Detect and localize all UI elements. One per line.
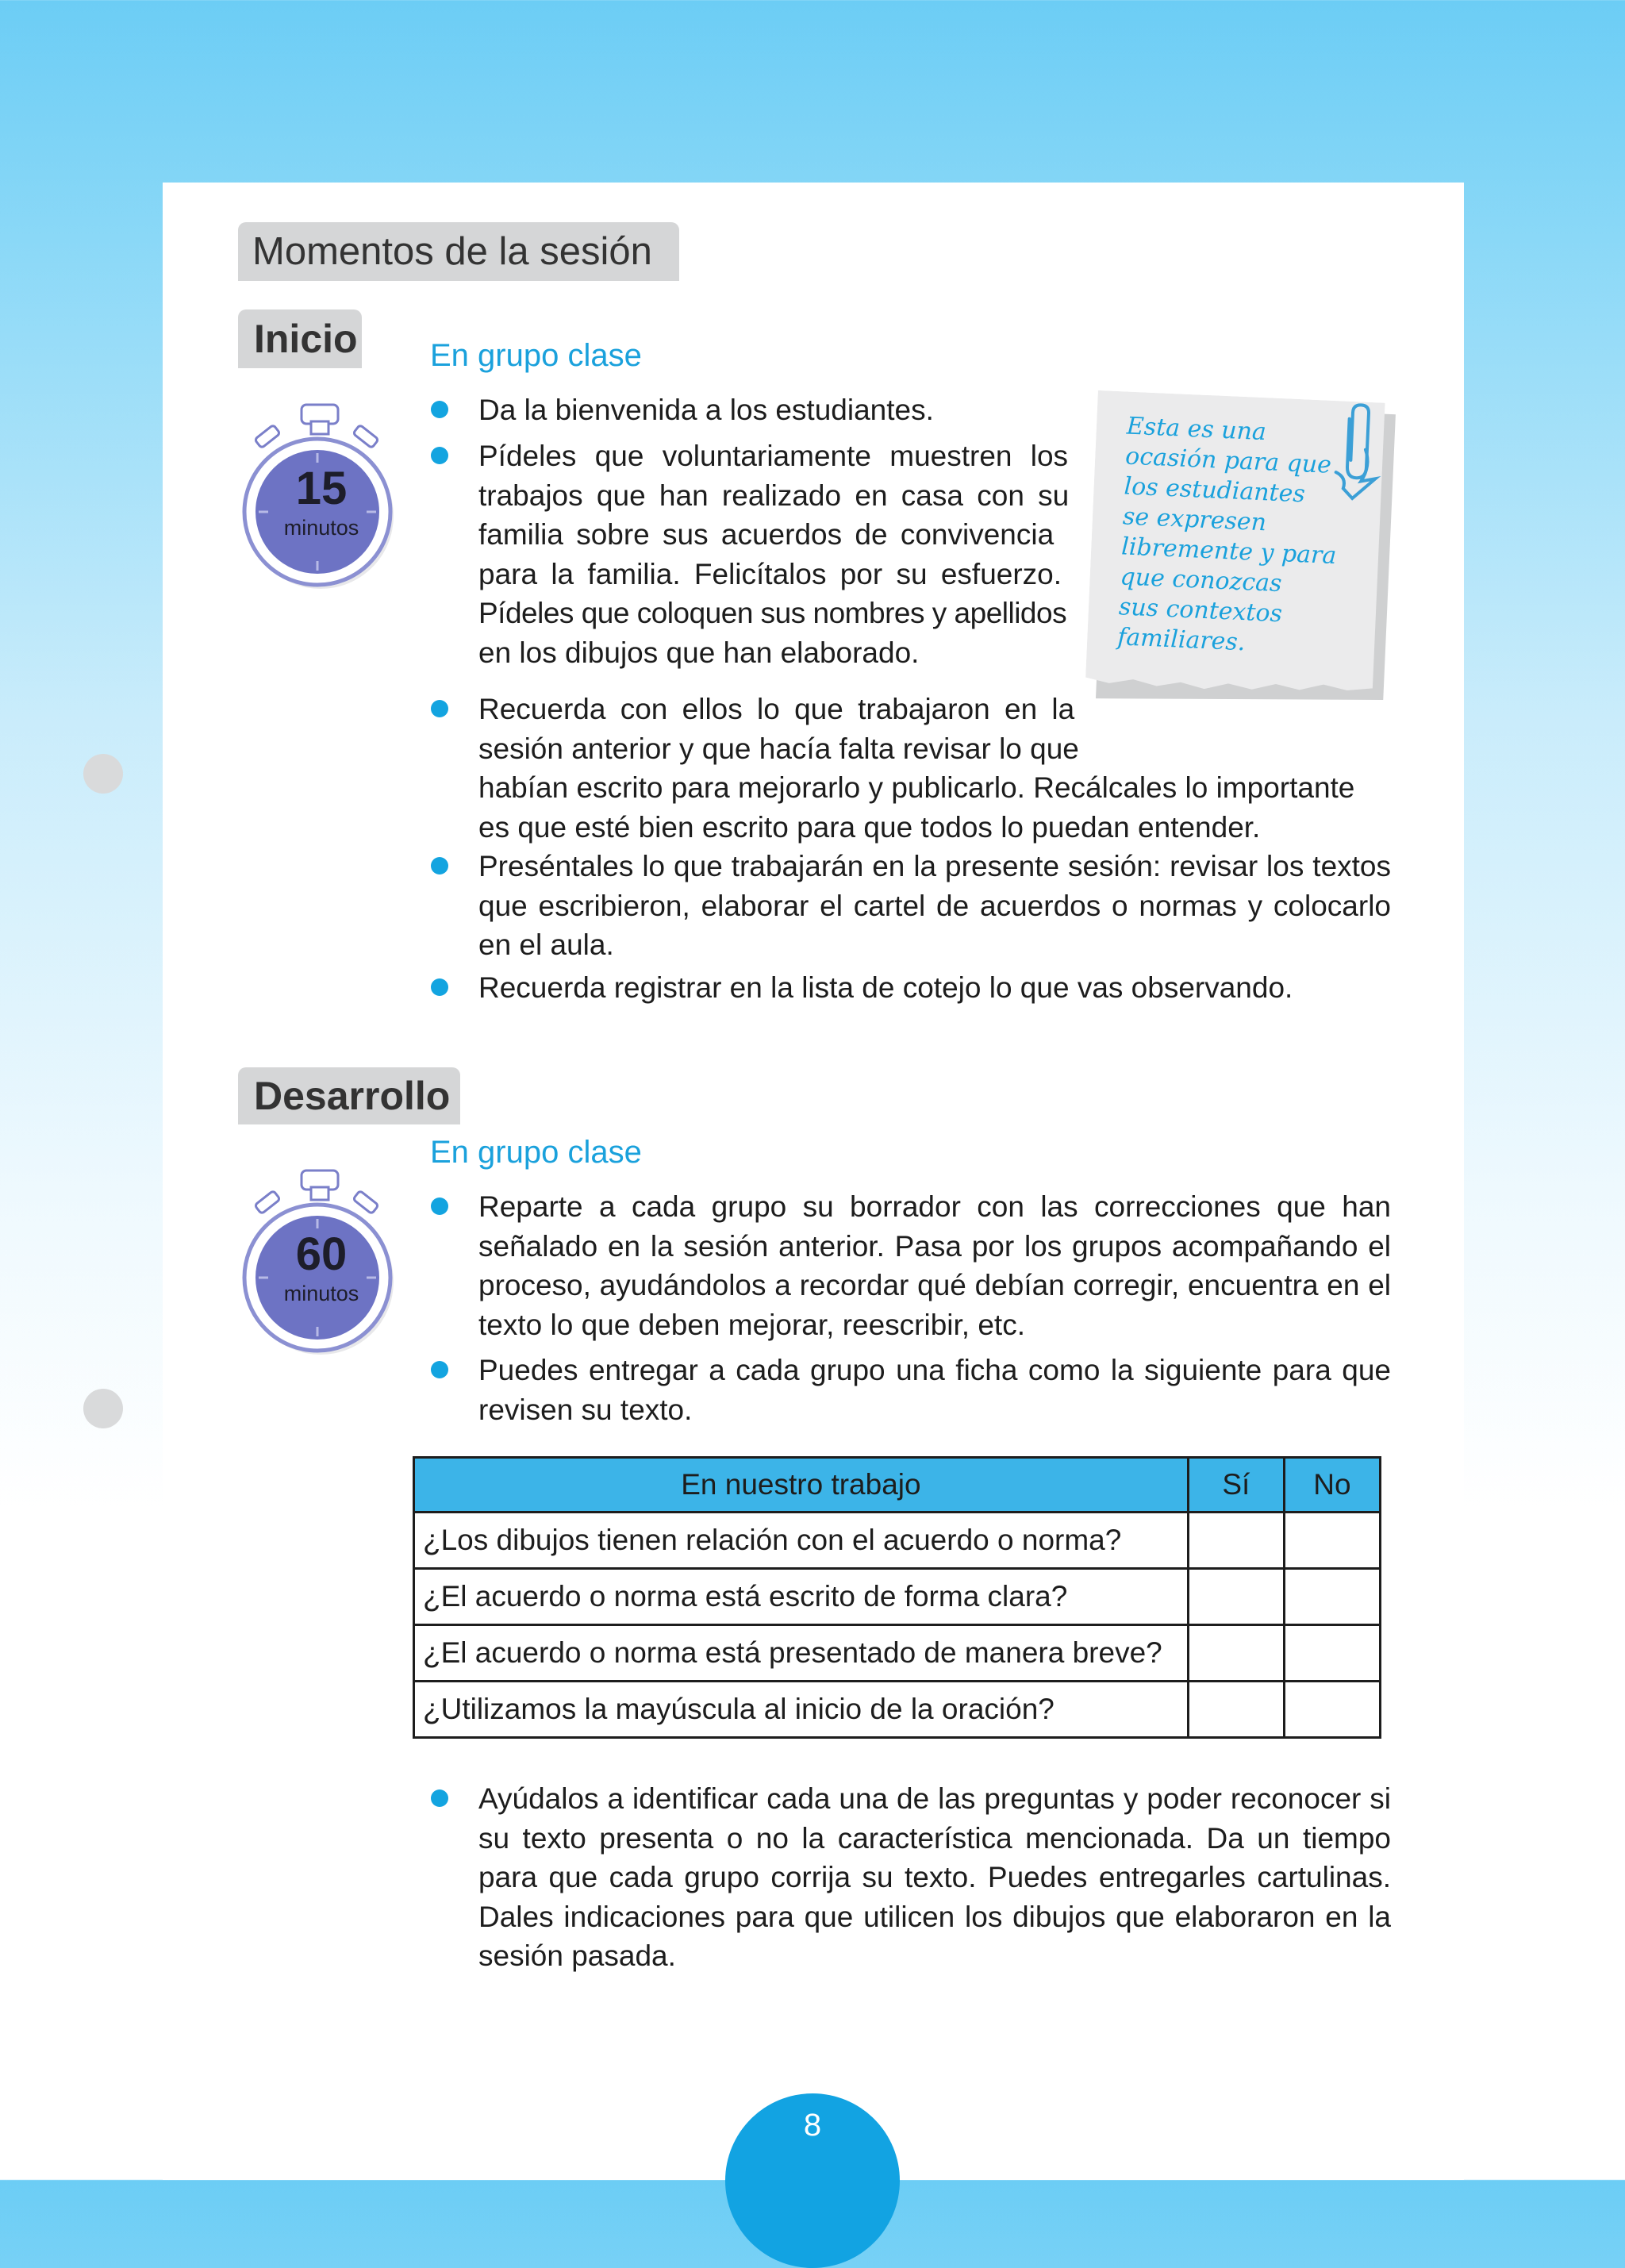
column-header: Sí [1188,1458,1284,1513]
timer-value-15: 15 [295,463,348,514]
inicio-bullet-4: Preséntales lo que trabajarán en la presente sesión: revisar los textos que escribieron, elaborar el cartel de acuerdos o normas y colocarlo en el aula. [478,850,1391,961]
no-cell[interactable] [1284,1513,1380,1569]
no-cell[interactable] [1284,1625,1380,1682]
bullet-dot [431,1361,448,1378]
inicio-bullet-1: Da la bienvenida a los estudiantes. [478,394,934,426]
no-cell[interactable] [1284,1569,1380,1625]
table-row [414,1682,1381,1738]
no-cell[interactable] [1284,1682,1380,1738]
inicio-bullet-3: Recuerda con ellos lo que trabajaron en la sesión anterior y que hacía falta revisar lo que habían escrito para mejorarlo y publicarlo. Recálcales lo importante es que esté bien escrito para que todos lo puedan entender. [478,693,1355,844]
inicio-subheading: En grupo clase [430,338,642,373]
sticky-note [1084,390,1399,721]
si-cell[interactable] [1188,1513,1284,1569]
table-row [414,1625,1381,1682]
page-number-badge [725,2093,900,2268]
desarrollo-label: Desarrollo [238,1067,460,1124]
page-sheet [163,183,1464,2180]
column-header: En nuestro trabajo [414,1458,1189,1513]
note-text: Esta es una ocasión para que los estudiantes se expresen libremente y para que conozcas sus contextos familiares. [1116,412,1338,657]
question-cell: ¿El acuerdo o norma está presentado de manera breve? [414,1625,1189,1682]
desarrollo-bullet-3: Ayúdalos a identificar cada una de las preguntas y poder reconocer si su texto presenta o no la característica mencionada. Da un tiempo para que cada grupo corrija su texto. Puedes entregarles cartulinas. Dales indicaciones para que utilicen los dibujos que elaboraron en la sesión pasada. [478,1782,1391,1972]
table-row [414,1513,1381,1569]
desarrollo-bullet-2: Puedes entregar a cada grupo una ficha como la siguiente para que revisen su texto. [478,1354,1391,1426]
inicio-bullet-5: Recuerda registrar en la lista de cotejo lo que vas observando. [478,971,1293,1004]
table-header-row [414,1458,1381,1513]
timer-unit-15: minutos [283,516,359,540]
section-title: Momentos de la sesión [238,222,679,281]
bullet-dot [431,700,448,717]
timer-value-60: 60 [295,1228,348,1280]
side-dot-top [83,754,123,794]
inicio-label: Inicio [238,309,362,368]
question-cell: ¿Los dibujos tienen relación con el acuerdo o norma? [414,1513,1189,1569]
si-cell[interactable] [1188,1625,1284,1682]
checklist-table [413,1456,1381,1739]
inicio-bullet-2: Pídeles que voluntariamente muestren los trabajos que han realizado en casa con su familia sobre sus acuerdos de convivencia para la familia. Felicítalos por su esfuerzo. Pídeles que coloquen sus nombres y apellidos en los dibujos que han elaborado. [478,440,1070,669]
question-cell: ¿El acuerdo o norma está escrito de forma clara? [414,1569,1189,1625]
table-row [414,1569,1381,1625]
bullet-dot [431,1197,448,1215]
desarrollo-subheading: En grupo clase [430,1135,642,1170]
side-dot-bottom [83,1389,123,1428]
bullet-dot [431,978,448,996]
bullet-dot [431,857,448,875]
column-header: No [1284,1458,1380,1513]
timer-unit-60: minutos [283,1282,359,1305]
bullet-dot [431,401,448,418]
bullet-dot [431,1789,448,1807]
question-cell: ¿Utilizamos la mayúscula al inicio de la oración? [414,1682,1189,1738]
page-number: 8 [803,2108,822,2143]
bullet-dot [431,447,448,464]
desarrollo-bullet-1: Reparte a cada grupo su borrador con las correcciones que han señalado en la sesión anterior. Pasa por los grupos acompañando el proceso, ayudándolos a recordar qué debían corregir, encuentra en el texto lo que deben mejorar, reescribir, etc. [478,1190,1391,1341]
si-cell[interactable] [1188,1682,1284,1738]
si-cell[interactable] [1188,1569,1284,1625]
